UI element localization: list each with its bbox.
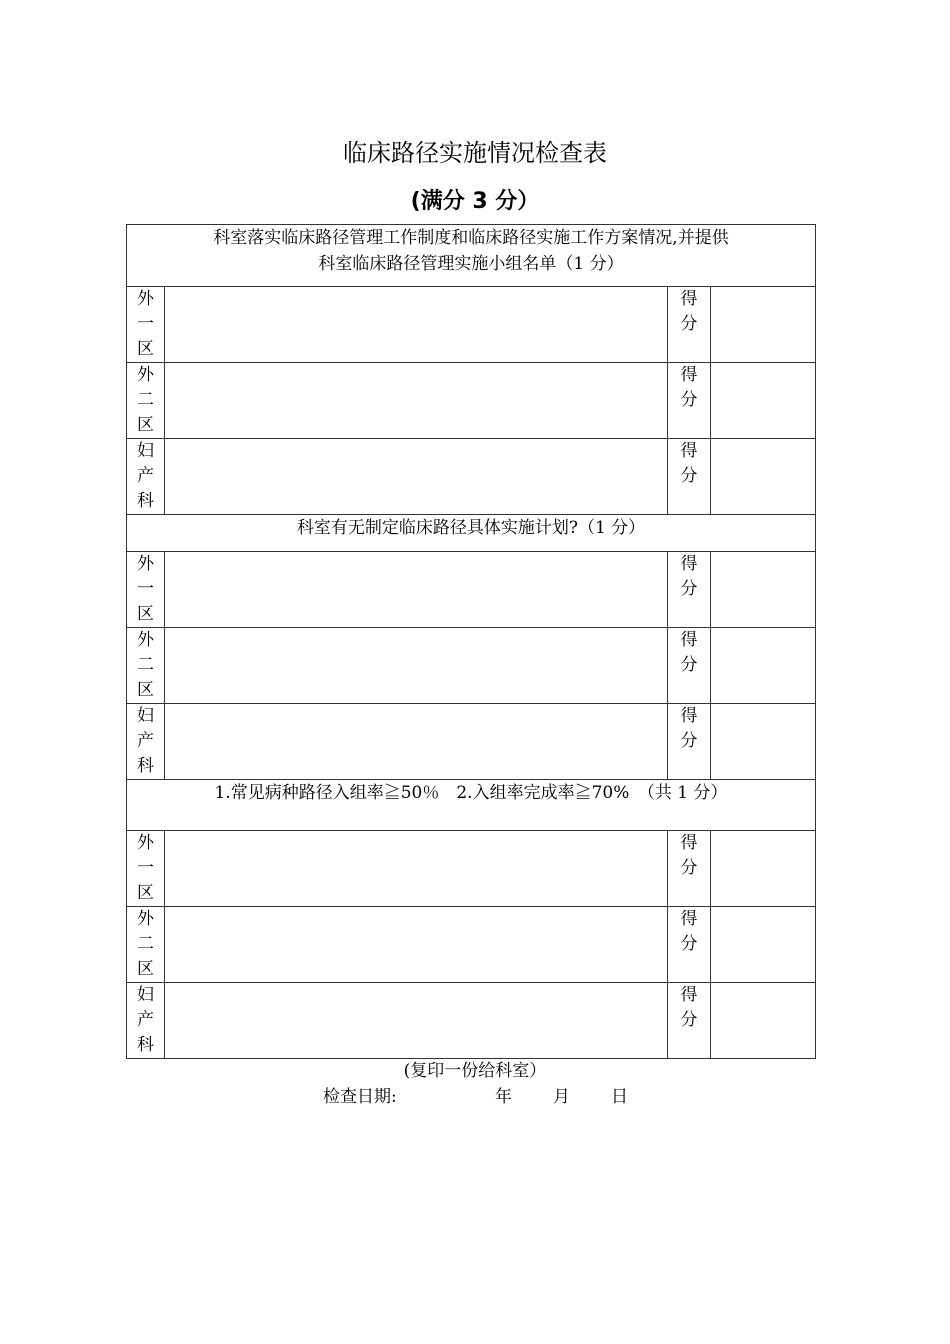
section-header <box>127 780 816 831</box>
section-header <box>127 225 816 287</box>
table-row <box>127 628 816 704</box>
score-cell[interactable] <box>711 628 816 704</box>
score-cell[interactable] <box>711 363 816 439</box>
score-cell[interactable] <box>711 439 816 515</box>
score-label: 得 分 <box>668 628 711 704</box>
dept-label: 外 一 区 <box>127 552 165 628</box>
score-cell[interactable] <box>711 287 816 363</box>
content-cell[interactable] <box>165 363 668 439</box>
table-row <box>127 704 816 780</box>
score-label: 得 分 <box>668 831 711 907</box>
score-label: 得 分 <box>668 552 711 628</box>
inspection-table <box>126 224 816 1059</box>
dept-label: 妇 产 科 <box>127 704 165 780</box>
score-label: 得 分 <box>668 287 711 363</box>
section-header-line: 科室临床路径管理实施小组名单（1 分） <box>318 254 624 274</box>
section-header-row <box>127 515 816 552</box>
dept-label: 外 一 区 <box>127 831 165 907</box>
section-header <box>127 515 816 552</box>
content-cell[interactable] <box>165 552 668 628</box>
section-header-row <box>127 225 816 287</box>
table-row <box>127 439 816 515</box>
section-header-line: 科室有无制定临床路径具体实施计划?（1 分） <box>296 518 646 538</box>
section-header-line: 1.常见病种路径入组率≧50％ 2.入组率完成率≧70% （共 1 分） <box>214 783 728 803</box>
content-cell[interactable] <box>165 907 668 983</box>
score-cell[interactable] <box>711 983 816 1059</box>
section-header-row <box>127 780 816 831</box>
table-row <box>127 831 816 907</box>
score-label: 得 分 <box>668 907 711 983</box>
content-cell[interactable] <box>165 628 668 704</box>
score-label: 得 分 <box>668 363 711 439</box>
copy-note: (复印一份给科室） <box>403 1061 547 1081</box>
page-subtitle: (满分 3 分） <box>410 189 540 214</box>
table-row <box>127 552 816 628</box>
table-row <box>127 907 816 983</box>
score-cell[interactable] <box>711 552 816 628</box>
content-cell[interactable] <box>165 287 668 363</box>
dept-label: 外 二 区 <box>127 628 165 704</box>
content-cell[interactable] <box>165 831 668 907</box>
dept-label: 外 二 区 <box>127 907 165 983</box>
score-label: 得 分 <box>668 983 711 1059</box>
date-month-label: 月 <box>553 1087 570 1107</box>
score-cell[interactable] <box>711 704 816 780</box>
dept-label: 外 二 区 <box>127 363 165 439</box>
date-label: 检查日期: <box>323 1087 397 1107</box>
content-cell[interactable] <box>165 704 668 780</box>
score-label: 得 分 <box>668 704 711 780</box>
date-year-label: 年 <box>495 1087 512 1107</box>
table-row <box>127 363 816 439</box>
dept-label: 妇 产 科 <box>127 983 165 1059</box>
table-row <box>127 983 816 1059</box>
table-row <box>127 287 816 363</box>
score-cell[interactable] <box>711 907 816 983</box>
date-day-label: 日 <box>611 1087 628 1107</box>
content-cell[interactable] <box>165 983 668 1059</box>
dept-label: 妇 产 科 <box>127 439 165 515</box>
section-header-line: 科室落实临床路径管理工作制度和临床路径实施工作方案情况,并提供 <box>213 228 729 248</box>
page-title: 临床路径实施情况检查表 <box>343 139 607 167</box>
content-cell[interactable] <box>165 439 668 515</box>
score-label: 得 分 <box>668 439 711 515</box>
dept-label: 外 一 区 <box>127 287 165 363</box>
score-cell[interactable] <box>711 831 816 907</box>
